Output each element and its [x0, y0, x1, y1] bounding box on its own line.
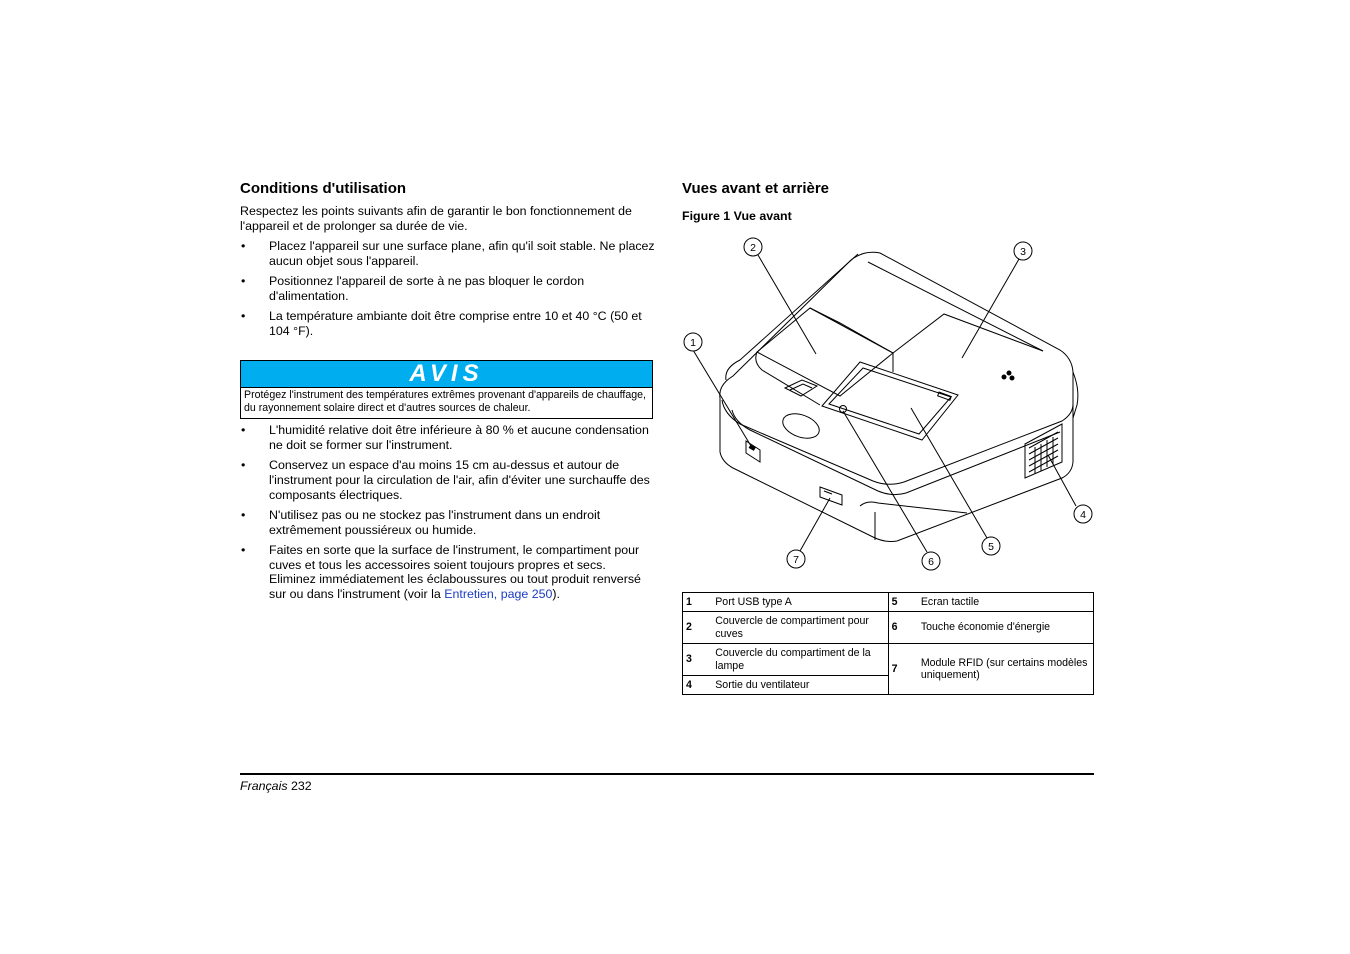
list-item — [240, 274, 655, 303]
list-item-text: Positionnez l'appareil de sorte à ne pas bloquer le cordon d'alimentation. — [269, 274, 585, 303]
list-item-text: La température ambiante doit être comprise entre 10 et 40 °C (50 et 104 °F). — [269, 309, 642, 338]
legend-number: 2 — [683, 612, 713, 644]
callout-label: 3 — [1020, 246, 1026, 258]
bullet-icon: • — [241, 274, 246, 289]
legend-number: 5 — [888, 593, 918, 612]
notice-box — [240, 360, 653, 419]
bullet-icon: • — [241, 239, 246, 253]
figure-legend-table — [682, 592, 1094, 695]
section-heading-views: Vues avant et arrière — [682, 180, 830, 197]
list-item-text: Conservez un espace d'au moins 15 cm au-dessus et autour de l'instrument pour la circulation de l'air, afin d'éviter une surchauffe des composants électriques. — [269, 458, 650, 502]
conditions-list-bottom — [240, 423, 655, 607]
list-item-text: N'utilisez pas ou ne stockez pas l'instrument dans un endroit extrêmement poussiéreux ou humide. — [269, 507, 601, 537]
maintenance-page-link[interactable]: Entretien, page 250 — [444, 587, 553, 602]
legend-label: Sortie du ventilateur — [712, 676, 888, 695]
legend-number: 6 — [888, 612, 918, 644]
list-item-text: L'humidité relative doit être inférieure à 80 % et aucune condensation ne doit se former sur l'instrument. — [269, 423, 649, 452]
bullet-icon: • — [241, 542, 246, 557]
list-item — [240, 543, 655, 602]
bullet-icon: • — [241, 507, 246, 522]
intro-paragraph: Respectez les points suivants afin de garantir le bon fonctionnement de l'appareil et de prolonger sa durée de vie. — [240, 204, 632, 233]
list-item-text-part: ). — [552, 587, 560, 602]
table-row — [683, 644, 1094, 676]
instrument-front-view-figure — [675, 232, 1105, 577]
legend-number: 7 — [888, 644, 918, 695]
list-item-text-part: Faites en sorte que la surface de l'instrument, le compartiment pour cuves et tous les accessoires soient toujours propres et secs. Eliminez immédiatement les éclaboussures ou tout produit renversé sur ou dans l'instrument (voir la — [269, 542, 641, 602]
list-item — [240, 423, 655, 452]
section-heading-conditions: Conditions d'utilisation — [240, 180, 407, 197]
bullet-icon: • — [241, 423, 246, 437]
list-item — [240, 309, 655, 338]
callout-label: 6 — [928, 556, 934, 568]
list-item — [240, 508, 655, 537]
bullet-icon: • — [241, 458, 246, 473]
footer-language: Français — [240, 779, 288, 793]
list-item-text: Placez l'appareil sur une surface plane, afin qu'il soit stable. Ne placez aucun objet sous l'appareil. — [269, 239, 655, 268]
conditions-list-top — [240, 239, 655, 344]
callout-label: 5 — [988, 541, 994, 553]
bullet-icon: • — [241, 309, 246, 324]
legend-number: 1 — [683, 593, 713, 612]
legend-number: 4 — [683, 676, 713, 695]
footer-rule — [240, 773, 1094, 775]
legend-label: Touche économie d'énergie — [918, 612, 1094, 644]
table-row — [683, 593, 1094, 612]
legend-label: Couvercle de compartiment pour cuves — [712, 612, 888, 644]
footer-page-number: 232 — [290, 779, 312, 793]
notice-text: Protégez l'instrument des températures extrêmes provenant d'appareils de chauffage, du rayonnement solaire direct et d'autres sources de chaleur. — [244, 389, 646, 414]
callout-label: 7 — [793, 554, 799, 566]
table-row — [683, 612, 1094, 644]
callout-label: 1 — [690, 337, 696, 349]
page-footer — [240, 779, 312, 793]
legend-label: Port USB type A — [712, 593, 888, 612]
notice-title: AVIS — [241, 361, 652, 388]
legend-number: 3 — [683, 644, 713, 676]
callout-label: 4 — [1080, 509, 1086, 521]
list-item — [240, 239, 655, 268]
legend-label: Couvercle du compartiment de la lampe — [712, 644, 888, 676]
legend-label: Ecran tactile — [918, 593, 1094, 612]
figure-caption: Figure 1 Vue avant — [682, 209, 792, 223]
legend-label: Module RFID (sur certains modèles uniquement) — [918, 644, 1094, 695]
list-item-text — [269, 543, 641, 601]
list-item — [240, 458, 655, 502]
callout-label: 2 — [750, 242, 756, 254]
